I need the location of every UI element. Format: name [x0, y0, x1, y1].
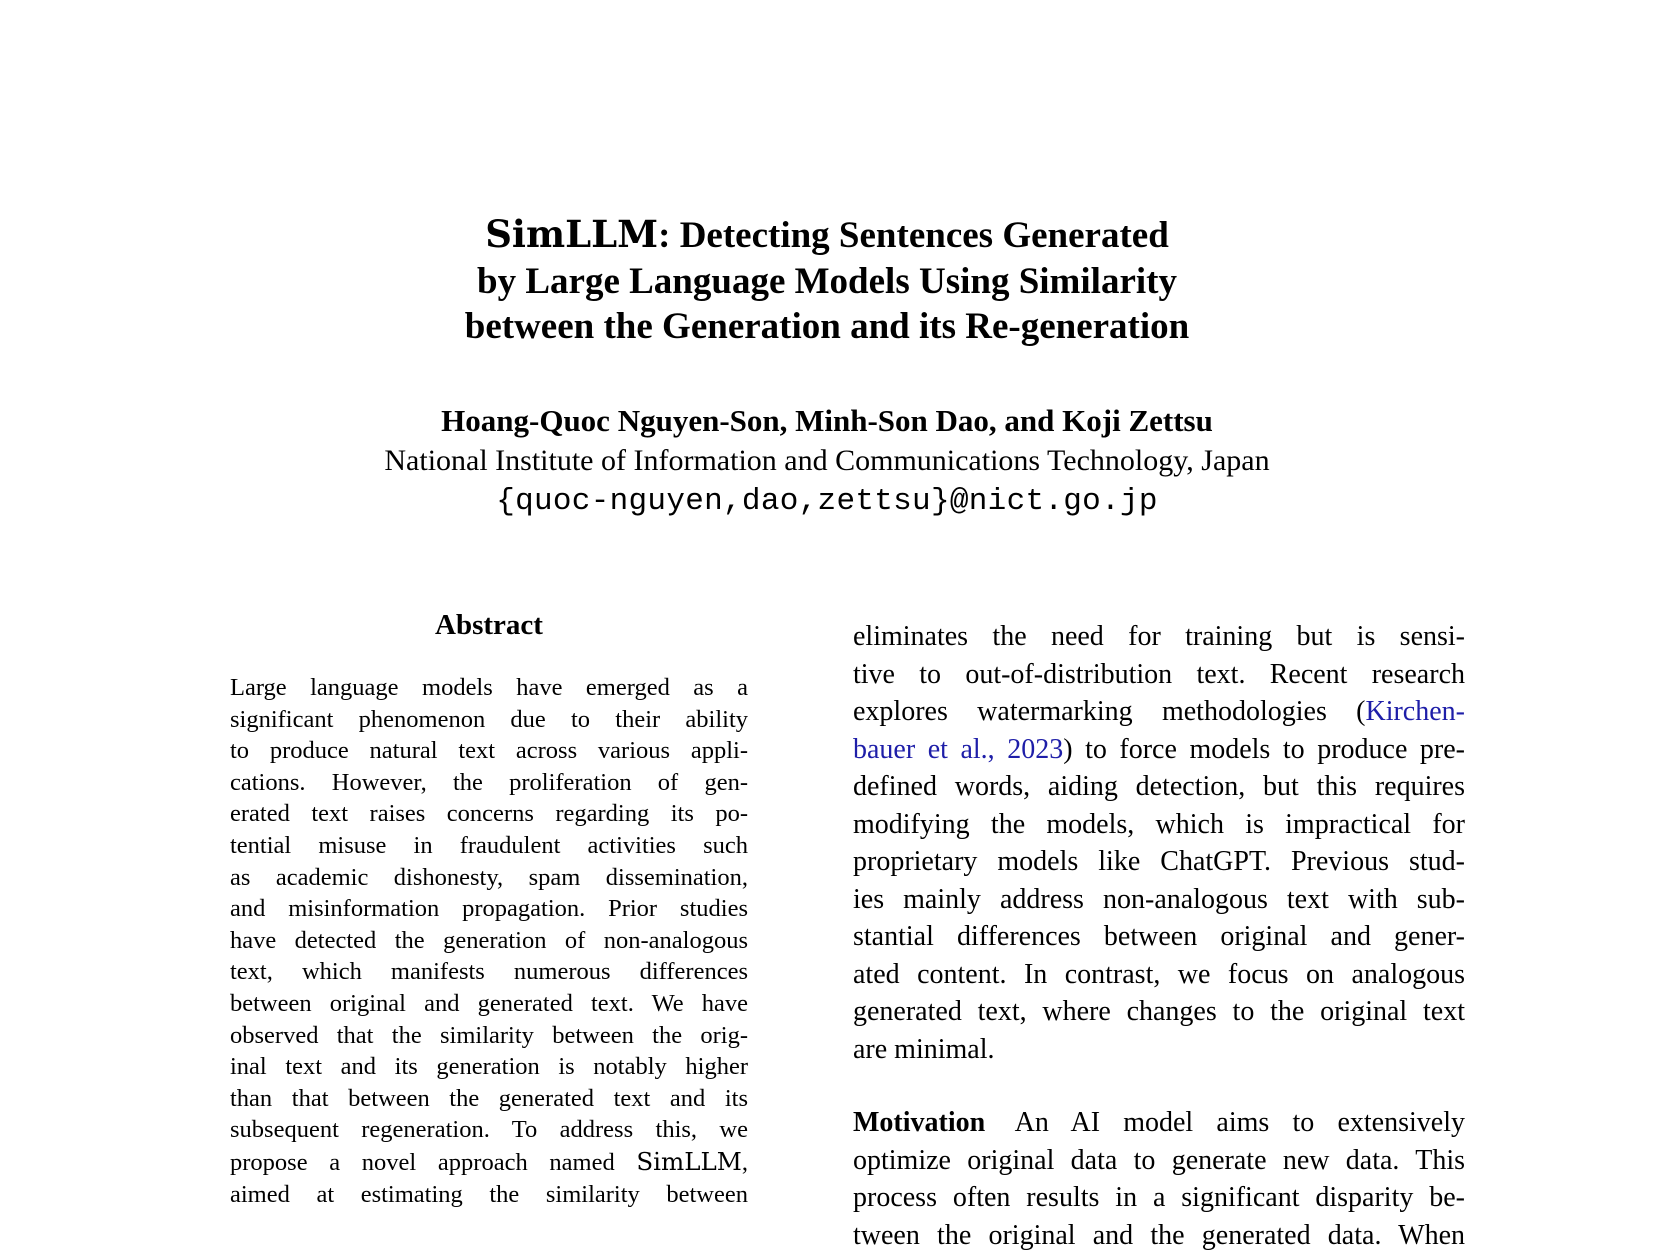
text-segment: significant phenomenon due to their ability — [230, 706, 748, 733]
text-line — [853, 1217, 1465, 1254]
text-segment: process often results in a significant disparity be- — [853, 1182, 1465, 1213]
text-segment: between original and generated text. We have — [230, 990, 748, 1017]
email-line: {quoc-nguyen,dao,zettsu}@nict.go.jp — [0, 484, 1654, 519]
text-segment: defined words, aiding detection, but this requires — [853, 771, 1465, 802]
text-segment: cations. However, the proliferation of gen- — [230, 769, 748, 796]
paper-title — [0, 212, 1654, 350]
body-column — [853, 618, 1465, 1254]
text-segment: eliminates the need for training but is sensi- — [853, 621, 1465, 652]
text-segment: : Detecting Sentences Generated — [658, 215, 1169, 256]
text-segment: text, which manifests numerous differences — [230, 958, 748, 985]
text-line — [853, 1104, 1465, 1142]
text-line — [853, 843, 1465, 881]
text-line — [853, 1031, 1465, 1069]
text-segment: have detected the generation of non-analogous — [230, 927, 748, 954]
citation-link[interactable]: bauer et al., 2023 — [853, 734, 1063, 765]
text-segment: aimed at estimating the similarity between — [230, 1181, 748, 1208]
text-line — [230, 1114, 748, 1146]
text-line — [230, 1020, 748, 1052]
text-segment: between the Generation and its Re-generation — [465, 306, 1189, 347]
text-line — [230, 672, 748, 704]
text-segment: explores watermarking methodologies ( — [853, 696, 1365, 727]
text-line — [230, 704, 748, 736]
text-segment: optimize original data to generate new data. This — [853, 1145, 1465, 1176]
authors-line: Hoang-Quoc Nguyen-Son, Minh-Son Dao, and Koji Zettsu — [0, 403, 1654, 439]
text-line — [0, 304, 1654, 350]
paragraph-motivation — [853, 1104, 1465, 1254]
affiliation-line: National Institute of Information and Communications Technology, Japan — [0, 444, 1654, 478]
text-segment: tive to out-of-distribution text. Recent research — [853, 659, 1465, 690]
text-segment: ) to force models to produce pre- — [1063, 734, 1465, 765]
text-segment: An AI model aims to extensively — [1015, 1107, 1465, 1138]
text-line — [230, 1146, 748, 1179]
text-segment: by Large Language Models Using Similarity — [477, 261, 1177, 302]
text-line — [230, 1179, 748, 1211]
text-segment: Large language models have emerged as a — [230, 674, 748, 701]
text-segment: modifying the models, which is impractical for — [853, 809, 1465, 840]
text-line — [230, 1083, 748, 1115]
text-line — [230, 862, 748, 894]
abstract-text — [230, 672, 748, 1210]
text-line — [853, 656, 1465, 694]
text-line — [853, 618, 1465, 656]
run-in-heading: Motivation — [853, 1107, 985, 1138]
text-segment: tential misuse in fraudulent activities such — [230, 832, 748, 859]
text-line — [853, 993, 1465, 1031]
text-line — [853, 956, 1465, 994]
text-segment: stantial differences between original and gener- — [853, 921, 1465, 952]
text-line — [0, 212, 1654, 259]
text-segment: and misinformation propagation. Prior studies — [230, 895, 748, 922]
system-name: SimLLM — [485, 212, 658, 256]
system-name: SimLLM — [636, 1147, 741, 1176]
text-line — [230, 988, 748, 1020]
text-line — [853, 693, 1465, 731]
text-line — [853, 731, 1465, 769]
abstract-heading: Abstract — [230, 609, 748, 642]
text-line — [0, 259, 1654, 305]
text-line — [230, 798, 748, 830]
text-segment: , — [742, 1149, 748, 1176]
text-segment: propose a novel approach named — [230, 1149, 636, 1176]
text-line — [230, 893, 748, 925]
text-line — [230, 1051, 748, 1083]
text-line — [230, 767, 748, 799]
text-segment: proprietary models like ChatGPT. Previous stud- — [853, 846, 1465, 877]
text-segment: than that between the generated text and its — [230, 1085, 748, 1112]
text-segment: to produce natural text across various appli- — [230, 737, 748, 764]
text-segment: are minimal. — [853, 1034, 995, 1065]
text-segment: ies mainly address non-analogous text with sub- — [853, 884, 1465, 915]
text-line — [853, 918, 1465, 956]
text-line — [230, 735, 748, 767]
text-segment: inal text and its generation is notably higher — [230, 1053, 748, 1080]
text-segment: erated text raises concerns regarding its po- — [230, 800, 748, 827]
paragraph-watermarking — [853, 618, 1465, 1068]
text-segment: ated content. In contrast, we focus on analogous — [853, 959, 1465, 990]
text-segment: generated text, where changes to the original text — [853, 996, 1465, 1027]
text-line — [853, 806, 1465, 844]
text-line — [853, 881, 1465, 919]
text-segment: subsequent regeneration. To address this, we — [230, 1116, 748, 1143]
citation-link[interactable]: Kirchen- — [1365, 696, 1465, 727]
text-line — [853, 1142, 1465, 1180]
text-line — [853, 1179, 1465, 1217]
text-line — [230, 830, 748, 862]
abstract-column — [230, 609, 748, 1210]
text-segment: tween the original and the generated data. When — [853, 1220, 1465, 1251]
text-line — [853, 768, 1465, 806]
text-segment: observed that the similarity between the orig- — [230, 1022, 748, 1049]
text-segment: as academic dishonesty, spam dissemination, — [230, 864, 748, 891]
text-line — [230, 956, 748, 988]
text-line — [230, 925, 748, 957]
